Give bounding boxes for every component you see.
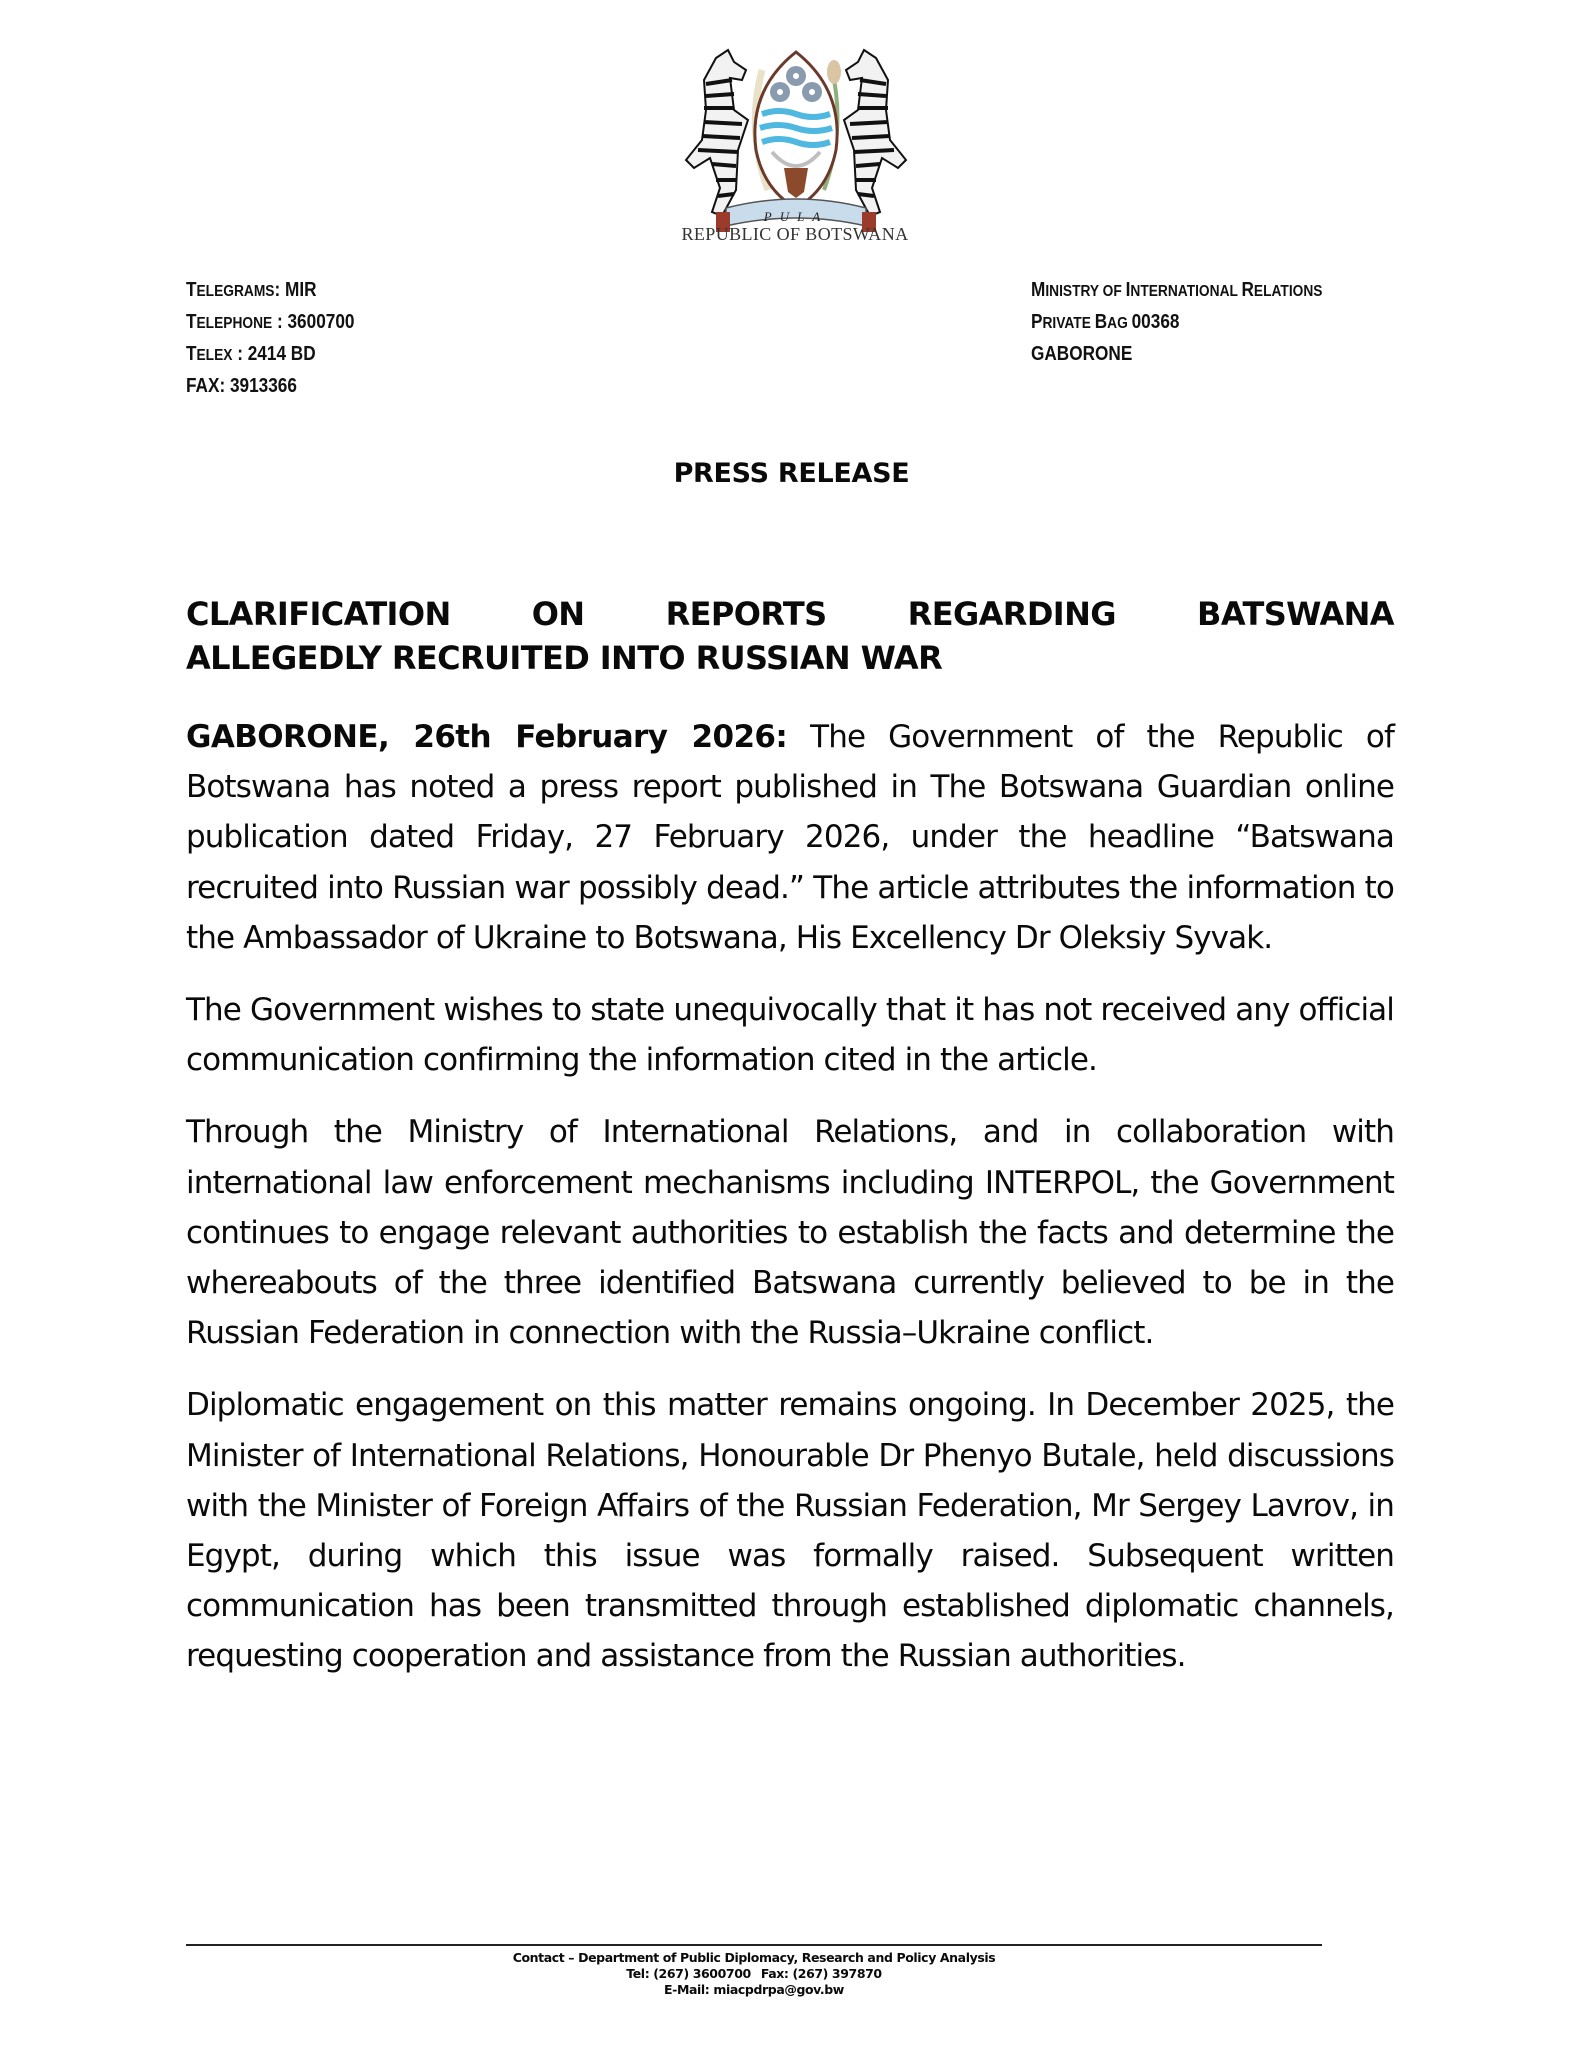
paragraph-2: The Government wishes to state unequivocally that it has not received any official communication confirming the information cited in the article. <box>186 992 1394 1079</box>
paragraph-3: Through the Ministry of International Relations, and in collaboration with international law enforcement mechanisms including INTERPOL, the Government continues to engage relevant authorities to establish the facts and determine the whereabouts of the three identified Batswana currently believed to be in the Russian Federation in connection with the Russia–Ukraine conflict. <box>186 1114 1394 1352</box>
footer-phone-fax: Tel: (267) 3600700 Fax: (267) 397870 <box>626 1966 882 1981</box>
paragraph-4: Diplomatic engagement on this matter remains ongoing. In December 2025, the Minister of International Relations, Honourable Dr Phenyo Butale, held discussions with the Minister of Foreign Affairs of the Russian Federation, Mr Sergey Lavrov, in Egypt, during which this issue was formally raised. Subsequent written communication has been transmitted through established diplomatic channels, requesting cooperation and assistance from the Russian authorities. <box>186 1387 1394 1675</box>
title-line-2: ALLEGEDLY RECRUITED INTO RUSSIAN WAR <box>186 639 943 677</box>
ministry-name: MINISTRY OF INTERNATIONAL RELATIONS <box>1031 279 1323 301</box>
left-zebra-icon <box>686 50 748 216</box>
crest-caption: REPUBLIC OF BOTSWANA <box>681 224 909 244</box>
footer-email: E-Mail: miacpdrpa@gov.bw <box>664 1982 844 1997</box>
press-release-body <box>186 712 1394 1704</box>
telephone-line: TELEPHONE : 3600700 <box>186 311 355 333</box>
telegrams-line: TELEGRAMS: MIR <box>186 279 317 301</box>
document-type-label: PRESS RELEASE <box>673 458 910 489</box>
footer-divider <box>186 1944 1322 1946</box>
dateline: GABORONE, 26th February 2026: <box>186 719 788 755</box>
letterhead-right <box>1031 275 1322 369</box>
fax-line: FAX: 3913366 <box>186 375 297 397</box>
svg-text:PULA: PULA <box>763 209 829 224</box>
right-zebra-icon <box>844 50 906 216</box>
paragraph-1: GABORONE, 26th February 2026: The Government of the Republic of Botswana has noted a press report published in The Botswana Guardian online publication dated Friday, 27 February 2026, under the headline “Batswana recruited into Russian war possibly dead.” The article attributes the information to the Ambassador of Ukraine to Botswana, His Excellency Dr Oleksiy Syvak. <box>186 719 1394 956</box>
private-bag: PRIVATE BAG 00368 <box>1031 311 1180 333</box>
footer-contact <box>186 1950 1322 1998</box>
city: GABORONE <box>1031 343 1133 365</box>
coat-of-arms-icon <box>676 40 916 240</box>
footer-department: Contact – Department of Public Diplomacy, Research and Policy Analysis <box>512 1950 996 1965</box>
title-line-1: CLARIFICATION ON REPORTS REGARDING BATSWANA <box>186 595 1394 633</box>
telex-line: TELEX : 2414 BD <box>186 343 316 365</box>
press-release-title <box>186 592 1394 680</box>
letterhead-left <box>186 275 354 403</box>
